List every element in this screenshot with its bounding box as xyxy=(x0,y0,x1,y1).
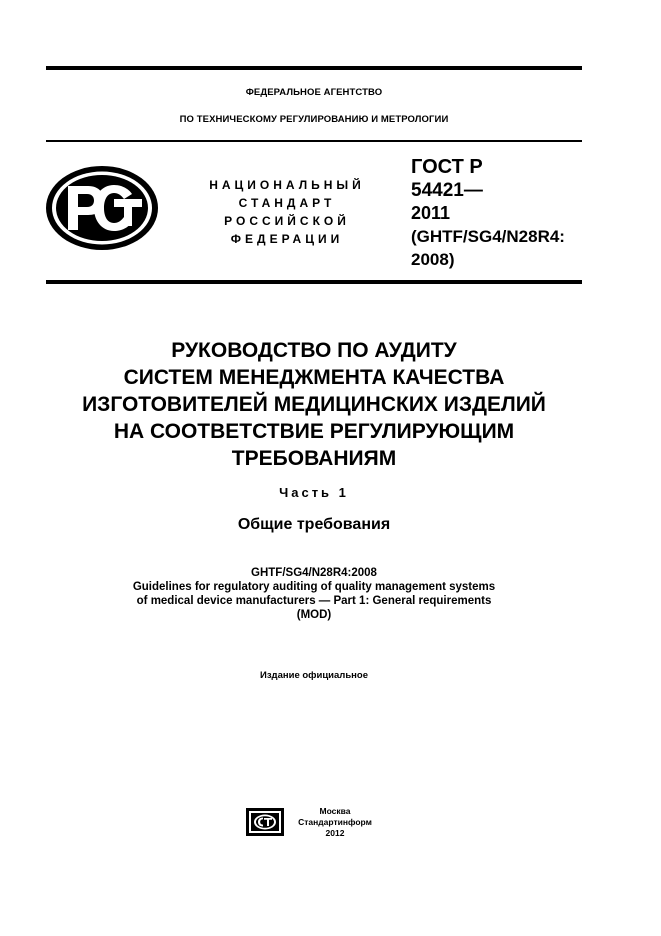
gost-line: ГОСТ Р xyxy=(411,156,483,178)
gost-line: 54421— xyxy=(411,180,483,201)
document-title xyxy=(46,337,582,472)
international-reference xyxy=(46,566,582,622)
edition-label: Издание официальное xyxy=(260,670,368,681)
title-line: ТРЕБОВАНИЯМ xyxy=(231,447,397,470)
intl-line: Guidelines for regulatory auditing of quality management systems xyxy=(132,581,496,593)
publisher-info xyxy=(292,806,378,839)
agency-line-2: ПО ТЕХНИЧЕСКОМУ РЕГУЛИРОВАНИЮ И МЕТРОЛОГИИ xyxy=(179,114,449,125)
national-standard-line: ФЕДЕРАЦИИ xyxy=(230,232,344,246)
intl-line: of medical device manufacturers — Part 1: General requirements xyxy=(136,595,492,607)
gost-line: (GHTF/SG4/N28R4: xyxy=(411,227,565,246)
gost-line: 2011 xyxy=(411,203,451,223)
title-line: ИЗГОТОВИТЕЛЕЙ МЕДИЦИНСКИХ ИЗДЕЛИЙ xyxy=(82,393,546,416)
top-rule xyxy=(46,66,582,70)
publisher-city: Москва xyxy=(319,806,351,816)
national-standard-label xyxy=(196,176,378,248)
national-standard-line: НАЦИОНАЛЬНЫЙ xyxy=(209,178,365,192)
publisher-year: 2012 xyxy=(325,828,345,838)
gost-designation xyxy=(411,156,565,271)
national-standard-line: СТАНДАРТ xyxy=(238,196,336,210)
block-divider xyxy=(46,280,582,284)
part-subtitle: Общие требования xyxy=(237,516,391,533)
title-line: НА СООТВЕТСТВИЕ РЕГУЛИРУЮЩИМ xyxy=(113,420,515,443)
title-line: СИСТЕМ МЕНЕДЖМЕНТА КАЧЕСТВА xyxy=(123,366,505,389)
part-label: Часть 1 xyxy=(279,485,349,500)
rst-emblem-icon xyxy=(44,164,160,252)
agency-line-1: ФЕДЕРАЛЬНОЕ АГЕНТСТВО xyxy=(245,87,383,98)
intl-line: (MOD) xyxy=(296,609,332,621)
intl-line: GHTF/SG4/N28R4:2008 xyxy=(251,567,377,579)
national-standard-line: РОССИЙСКОЙ xyxy=(224,214,350,228)
standartinform-logo-icon xyxy=(246,808,284,836)
publisher-name: Стандартинформ xyxy=(298,817,372,827)
title-line: РУКОВОДСТВО ПО АУДИТУ xyxy=(171,339,457,362)
header-divider xyxy=(46,140,582,142)
gost-line: 2008) xyxy=(411,250,455,269)
